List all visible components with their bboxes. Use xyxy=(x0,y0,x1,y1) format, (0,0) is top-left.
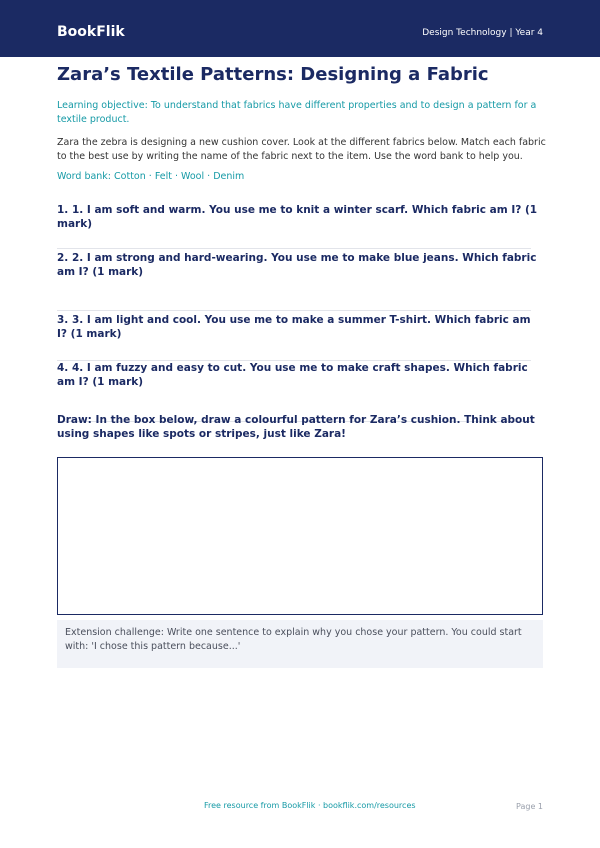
subject-label: Design Technology | Year 4 xyxy=(422,28,543,38)
answer-line-1[interactable] xyxy=(57,248,531,249)
brand-logo[interactable]: BookFlik xyxy=(57,24,125,40)
draw-prompt: Draw: In the box below, draw a colourful pattern for Zara’s cushion. Think about using shapes like spots or stripes, just like Zara! xyxy=(57,414,535,440)
learning-objective: Learning objective: To understand that fabrics have different properties and to design a pattern for a textile product. xyxy=(57,100,537,125)
header-bar xyxy=(0,0,600,57)
page-title: Zara’s Textile Patterns: Designing a Fabric xyxy=(57,64,489,85)
footer-text[interactable]: Free resource from BookFlik · bookflik.com/resources xyxy=(204,801,416,810)
extension-challenge: Extension challenge: Write one sentence to explain why you chose your pattern. You could start with: 'I chose this pattern because...' xyxy=(57,620,543,668)
question-3: 3. 3. I am light and cool. You use me to make a summer T-shirt. Which fabric am I? (1 mark) xyxy=(57,314,531,340)
intro-text: Zara the zebra is designing a new cushion cover. Look at the different fabrics below. Match each fabric to the best use by writing the name of the fabric next to the item. Use the word bank to help you. xyxy=(57,137,546,162)
drawing-box[interactable] xyxy=(57,457,543,615)
question-2: 2. 2. I am strong and hard-wearing. You use me to make blue jeans. Which fabric am I? (1 mark) xyxy=(57,252,537,278)
page-number: Page 1 xyxy=(516,802,543,811)
word-bank: Word bank: Cotton · Felt · Wool · Denim xyxy=(57,171,245,182)
question-4: 4. 4. I am fuzzy and easy to cut. You use me to make craft shapes. Which fabric am I? (1 mark) xyxy=(57,362,528,388)
question-1: 1. 1. I am soft and warm. You use me to knit a winter scarf. Which fabric am I? (1 mark) xyxy=(57,204,538,230)
answer-line-2[interactable] xyxy=(57,310,531,311)
